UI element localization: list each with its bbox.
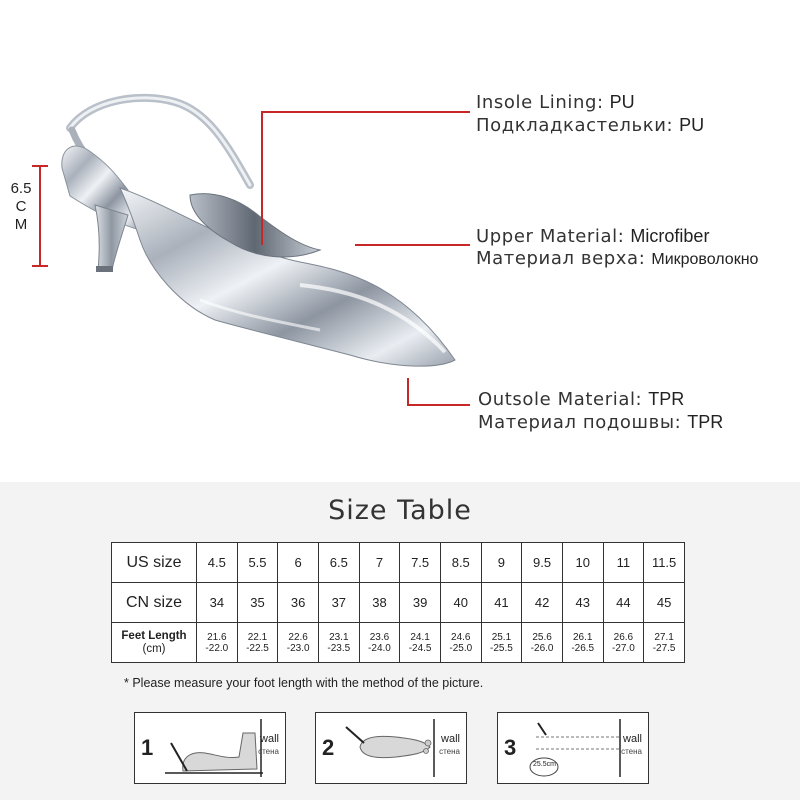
table-cell	[278, 623, 319, 663]
table-cell: 10	[562, 543, 603, 583]
heel-height-unit-m: M	[14, 216, 28, 233]
table-cell	[318, 623, 359, 663]
table-cell: 7	[359, 543, 400, 583]
table-row-cn	[112, 583, 685, 623]
range-start: 26.6	[613, 631, 634, 643]
insole-label: Insole Lining:	[476, 92, 604, 113]
range-end: -23.0	[286, 642, 310, 654]
table-cell: 7.5	[400, 543, 441, 583]
heel-height-value: 6.5	[10, 180, 32, 197]
row-header-feet	[112, 623, 197, 663]
table-cell: 36	[278, 583, 319, 623]
range-start: 25.1	[491, 631, 512, 643]
table-row-feet	[112, 623, 685, 663]
outsole-value: TPR	[648, 389, 685, 409]
table-cell	[522, 623, 563, 663]
table-cell: 42	[522, 583, 563, 623]
table-cell: 45	[644, 583, 685, 623]
wall-label: wall	[260, 733, 279, 745]
table-cell	[440, 623, 481, 663]
measure-step-3	[497, 712, 649, 784]
range-end: -22.0	[205, 642, 229, 654]
step-number: 1	[141, 735, 154, 760]
feet-length-unit: (cm)	[142, 642, 166, 655]
step-number: 2	[322, 735, 335, 760]
row-header-cn: CN size	[112, 583, 197, 623]
table-cell	[237, 623, 278, 663]
range-start: 24.1	[410, 631, 430, 643]
range-start: 26.1	[573, 631, 593, 643]
table-cell: 6.5	[318, 543, 359, 583]
range-end: -22.5	[246, 642, 269, 654]
heel-height-marker	[32, 166, 48, 266]
table-cell: 35	[237, 583, 278, 623]
table-cell	[197, 623, 238, 663]
upper-label: Upper Material:	[476, 226, 625, 247]
feet-length-label: Feet Length	[121, 629, 187, 642]
table-cell: 5.5	[237, 543, 278, 583]
table-row-us	[112, 543, 685, 583]
table-cell: 6	[278, 543, 319, 583]
callout-upper	[476, 225, 758, 271]
range-end: -24.5	[408, 642, 432, 654]
table-cell: 38	[359, 583, 400, 623]
insole-label-ru: Подкладкастельки:	[476, 115, 674, 136]
range-end: -25.0	[449, 642, 473, 654]
range-end: -26.0	[530, 642, 554, 654]
wall-label-ru: стена	[439, 747, 460, 756]
insole-value: PU	[609, 92, 635, 112]
table-cell: 37	[318, 583, 359, 623]
measure-step-1	[134, 712, 286, 784]
table-cell: 8.5	[440, 543, 481, 583]
table-cell: 11	[603, 543, 644, 583]
outsole-label-ru: Материал подошвы:	[478, 412, 682, 433]
range-start: 21.6	[207, 631, 227, 643]
table-cell: 43	[562, 583, 603, 623]
table-cell: 34	[197, 583, 238, 623]
insole-value-ru: PU	[679, 115, 705, 135]
range-end: -27.0	[611, 642, 635, 654]
heel-height-label	[8, 180, 34, 234]
range-end: -27.5	[652, 642, 676, 654]
range-end: -23.5	[327, 642, 351, 654]
upper-label-ru: Материал верха:	[476, 248, 646, 269]
range-start: 23.1	[329, 631, 349, 643]
table-cell: 4.5	[197, 543, 238, 583]
table-cell: 9.5	[522, 543, 563, 583]
wall-label-ru: стена	[258, 747, 279, 756]
range-end: -25.5	[490, 642, 513, 654]
range-start: 22.1	[247, 631, 268, 643]
measure-step-2	[315, 712, 467, 784]
range-end: -26.5	[571, 642, 595, 654]
table-cell: 9	[481, 543, 522, 583]
measure-note: * Please measure your foot length with the method of the picture.	[124, 676, 484, 690]
table-cell	[562, 623, 603, 663]
range-end: -24.0	[368, 642, 391, 654]
callout-outsole	[478, 388, 723, 434]
range-start: 23.6	[369, 631, 390, 643]
table-cell: 39	[400, 583, 441, 623]
range-start: 22.6	[288, 631, 308, 643]
upper-value-ru: Микроволокно	[651, 251, 759, 268]
size-table	[111, 542, 685, 663]
table-cell: 44	[603, 583, 644, 623]
heel-height-unit-c: C	[15, 198, 27, 215]
table-cell	[481, 623, 522, 663]
table-cell: 40	[440, 583, 481, 623]
outsole-value-ru: TPR	[687, 412, 724, 432]
step-number: 3	[504, 735, 517, 760]
table-cell: 41	[481, 583, 522, 623]
wall-label-ru: стена	[621, 747, 642, 756]
outsole-label: Outsole Material:	[478, 389, 643, 410]
wall-label: wall	[623, 733, 642, 745]
callout-insole	[476, 91, 704, 137]
table-cell	[359, 623, 400, 663]
range-start: 27.1	[654, 631, 674, 643]
size-table-title: Size Table	[328, 495, 472, 526]
table-cell	[400, 623, 441, 663]
range-start: 25.6	[532, 631, 552, 643]
range-start: 24.6	[451, 631, 471, 643]
table-cell	[603, 623, 644, 663]
upper-value: Microfiber	[630, 226, 710, 246]
row-header-us: US size	[112, 543, 197, 583]
table-cell	[644, 623, 685, 663]
measure-length-label: 25.5cm	[533, 761, 556, 768]
wall-label: wall	[441, 733, 460, 745]
table-cell: 11.5	[644, 543, 685, 583]
